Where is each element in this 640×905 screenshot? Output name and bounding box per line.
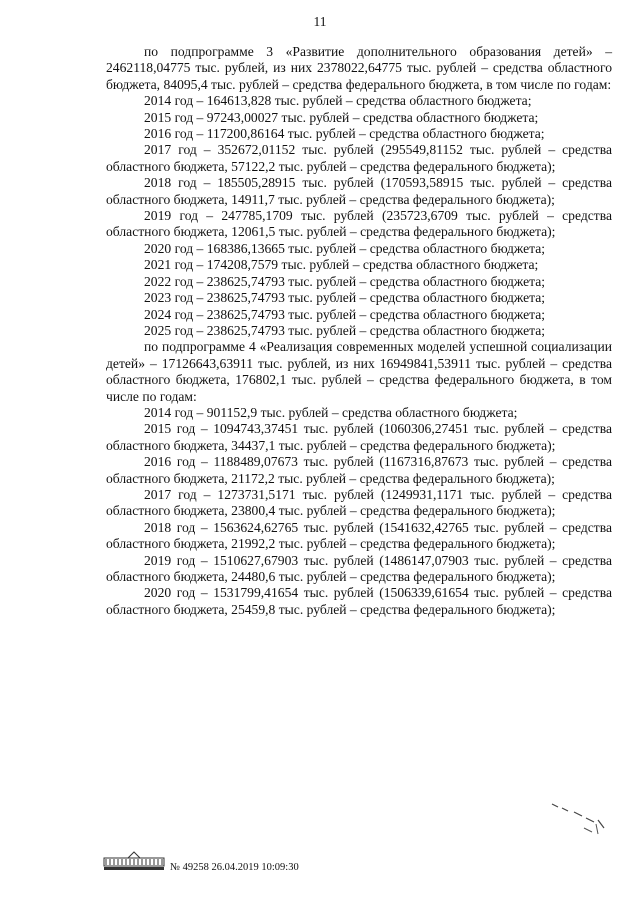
year-line: 2023 год – 238625,74793 тыс. рублей – средства областного бюджета;	[144, 290, 546, 306]
year-line: 2016 год – 117200,86164 тыс. рублей – средства областного бюджета;	[144, 126, 545, 142]
signature-mark-icon	[548, 798, 610, 836]
year-line: 2020 год – 168386,13665 тыс. рублей – средства областного бюджета;	[144, 240, 546, 256]
paragraph-subprogram-3: по подпрограмме 3 «Развитие дополнительного образования детей» – 2462118,04775 тыс. рублей, из них 2378022,64775 тыс. рублей – средства областного бюджета, 84095,4 тыс. рублей – средства федерального бюджета, в том числе по годам:	[106, 44, 612, 92]
year-line: 2018 год – 185505,28915 тыс. рублей (170593,58915 тыс. рублей – средства областного бюджета, 14911,7 тыс. рублей – средства федерального бюджета);	[106, 175, 612, 207]
year-line: 2022 год – 238625,74793 тыс. рублей – средства областного бюджета;	[144, 273, 546, 289]
government-logo-icon	[102, 850, 166, 872]
registration-stamp: № 49258 26.04.2019 10:09:30	[170, 862, 299, 873]
year-line: 2020 год – 1531799,41654 тыс. рублей (1506339,61654 тыс. рублей – средства областного бюджета, 25459,8 тыс. рублей – средства федерального бюджета);	[106, 585, 612, 617]
year-line: 2024 год – 238625,74793 тыс. рублей – средства областного бюджета;	[144, 306, 546, 322]
year-line: 2015 год – 1094743,37451 тыс. рублей (1060306,27451 тыс. рублей – средства областного бюджета, 34437,1 тыс. рублей – средства федерального бюджета);	[106, 421, 612, 453]
page-number: 11	[313, 14, 327, 29]
year-line: 2015 год – 97243,00027 тыс. рублей – средства областного бюджета;	[144, 109, 539, 125]
year-line: 2019 год – 247785,1709 тыс. рублей (235723,6709 тыс. рублей – средства областного бюджета, 12061,5 тыс. рублей – средства федерального бюджета);	[106, 208, 612, 240]
year-line: 2014 год – 901152,9 тыс. рублей – средства областного бюджета;	[144, 404, 518, 420]
year-line: 2016 год – 1188489,07673 тыс. рублей (1167316,87673 тыс. рублей – средства областного бюджета, 21172,2 тыс. рублей – средства федерального бюджета);	[106, 454, 612, 486]
year-line: 2014 год – 164613,828 тыс. рублей – средства областного бюджета;	[144, 93, 532, 109]
year-line: 2021 год – 174208,7579 тыс. рублей – средства областного бюджета;	[144, 257, 539, 273]
document-body	[106, 44, 612, 618]
year-line: 2025 год – 238625,74793 тыс. рублей – средства областного бюджета;	[144, 322, 546, 338]
paragraph-subprogram-4: по подпрограмме 4 «Реализация современных моделей успешной социализации детей» – 17126643,63911 тыс. рублей, из них 16949841,53911 тыс. рублей – средства областного бюджета, 176802,1 тыс. рублей – средства федерального бюджета, в том числе по годам:	[106, 339, 612, 404]
year-line: 2019 год – 1510627,67903 тыс. рублей (1486147,07903 тыс. рублей – средства областного бюджета, 24480,6 тыс. рублей – средства федерального бюджета);	[106, 552, 612, 584]
year-line: 2017 год – 352672,01152 тыс. рублей (295549,81152 тыс. рублей – средства областного бюджета, 57122,2 тыс. рублей – средства федерального бюджета);	[106, 142, 612, 174]
year-line: 2018 год – 1563624,62765 тыс. рублей (1541632,42765 тыс. рублей – средства областного бюджета, 21992,2 тыс. рублей – средства федерального бюджета);	[106, 519, 612, 552]
year-line: 2017 год – 1273731,5171 тыс. рублей (1249931,1171 тыс. рублей – средства областного бюджета, 23800,4 тыс. рублей – средства федерального бюджета);	[106, 486, 612, 519]
